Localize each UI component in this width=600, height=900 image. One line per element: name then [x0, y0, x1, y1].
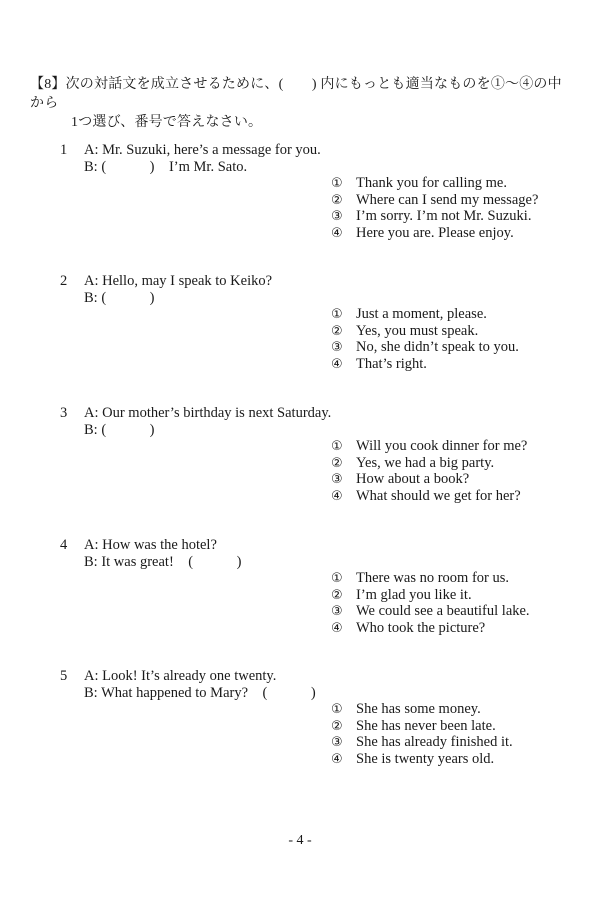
choice-text: There was no room for us.: [356, 570, 510, 586]
choice-mark: ②: [331, 192, 343, 208]
choice-list: [331, 306, 519, 372]
choice-text: Yes, you must speak.: [356, 322, 479, 339]
choice-4: [331, 225, 538, 242]
choice-3: [331, 208, 538, 225]
choice-list: [331, 570, 530, 636]
choice-text: I’m glad you like it.: [356, 586, 472, 603]
choice-mark: ③: [331, 604, 343, 619]
choice-3: [331, 471, 527, 488]
choice-text: How about a book?: [356, 471, 470, 487]
choice-2: [331, 587, 530, 604]
choice-list: [331, 175, 538, 241]
choice-1: [331, 306, 519, 323]
choice-text: No, she didn’t speak to you.: [356, 339, 519, 355]
choice-mark: ④: [331, 751, 343, 767]
choice-text: Thank you for calling me.: [356, 175, 507, 191]
instructions: [30, 75, 570, 132]
choice-mark: ①: [331, 571, 343, 586]
choice-text: Will you cook dinner for me?: [356, 438, 528, 454]
choice-text: We could see a beautiful lake.: [356, 603, 530, 619]
choice-3: [331, 603, 530, 620]
choice-text: Yes, we had a big party.: [356, 454, 495, 471]
choice-text: She is twenty years old.: [356, 750, 495, 767]
choice-4: [331, 620, 530, 637]
dialogue-line-a: A: Look! It’s already one twenty.: [84, 668, 277, 684]
choice-mark: ③: [331, 209, 343, 224]
dialogue-line-a: A: Our mother’s birthday is next Saturday.: [84, 405, 332, 421]
choice-mark: ③: [331, 735, 343, 750]
dialogue-line-b: B: ( ) I’m Mr. Sato.: [84, 159, 248, 175]
choice-mark: ②: [331, 587, 343, 603]
dialogue-line-a: A: How was the hotel?: [84, 537, 217, 553]
choice-text: Where can I send my message?: [356, 191, 539, 208]
choice-mark: ①: [331, 307, 343, 322]
choice-text: Who took the picture?: [356, 619, 486, 636]
choice-2: [331, 323, 519, 340]
choice-mark: ①: [331, 702, 343, 717]
choice-text: I’m sorry. I’m not Mr. Suzuki.: [356, 208, 532, 224]
page-number: - 4 -: [288, 833, 312, 848]
choice-mark: ④: [331, 488, 343, 504]
choice-1: [331, 570, 530, 587]
choice-mark: ②: [331, 323, 343, 339]
choice-3: [331, 339, 519, 356]
instructions-line-1: 【8】次の対話文を成立させるために、( ) 内にもっとも適当なものを①～④の中から: [30, 77, 562, 111]
choice-mark: ①: [331, 439, 343, 454]
choice-text: She has already finished it.: [356, 734, 513, 750]
choice-text: She has never been late.: [356, 717, 496, 734]
dialogue-line-a: A: Hello, may I speak to Keiko?: [84, 273, 273, 289]
choice-text: What should we get for her?: [356, 487, 521, 504]
question-number: 4: [60, 537, 68, 553]
choice-mark: ②: [331, 718, 343, 734]
choice-3: [331, 734, 513, 751]
choice-2: [331, 192, 538, 209]
choice-4: [331, 751, 513, 768]
choice-1: [331, 175, 538, 192]
question-number: 2: [60, 273, 68, 289]
dialogue-line-b: B: It was great! ( ): [84, 554, 242, 570]
choice-text: That’s right.: [356, 355, 427, 372]
dialogue-line-b: B: ( ): [84, 290, 155, 306]
choice-text: Just a moment, please.: [356, 306, 487, 322]
dialogue-line-b: B: What happened to Mary? ( ): [84, 685, 316, 701]
choice-mark: ①: [331, 176, 343, 191]
choice-1: [331, 438, 527, 455]
choice-text: She has some money.: [356, 701, 481, 717]
choice-2: [331, 455, 527, 472]
question-number: 3: [60, 405, 68, 421]
choice-mark: ④: [331, 356, 343, 372]
instructions-line-2: 1つ選び、番号で答えなさい。: [71, 115, 263, 130]
dialogue-line-b: B: ( ): [84, 422, 155, 438]
choice-list: [331, 701, 513, 767]
choice-4: [331, 356, 519, 373]
dialogue-line-a: A: Mr. Suzuki, here’s a message for you.: [84, 142, 321, 158]
question-number: 1: [60, 142, 68, 158]
choice-2: [331, 718, 513, 735]
choice-4: [331, 488, 527, 505]
choice-mark: ④: [331, 620, 343, 636]
choice-mark: ③: [331, 340, 343, 355]
choice-text: Here you are. Please enjoy.: [356, 224, 514, 241]
choice-mark: ④: [331, 225, 343, 241]
choice-1: [331, 701, 513, 718]
choice-list: [331, 438, 527, 504]
choice-mark: ③: [331, 472, 343, 487]
choice-mark: ②: [331, 455, 343, 471]
question-number: 5: [60, 668, 68, 684]
